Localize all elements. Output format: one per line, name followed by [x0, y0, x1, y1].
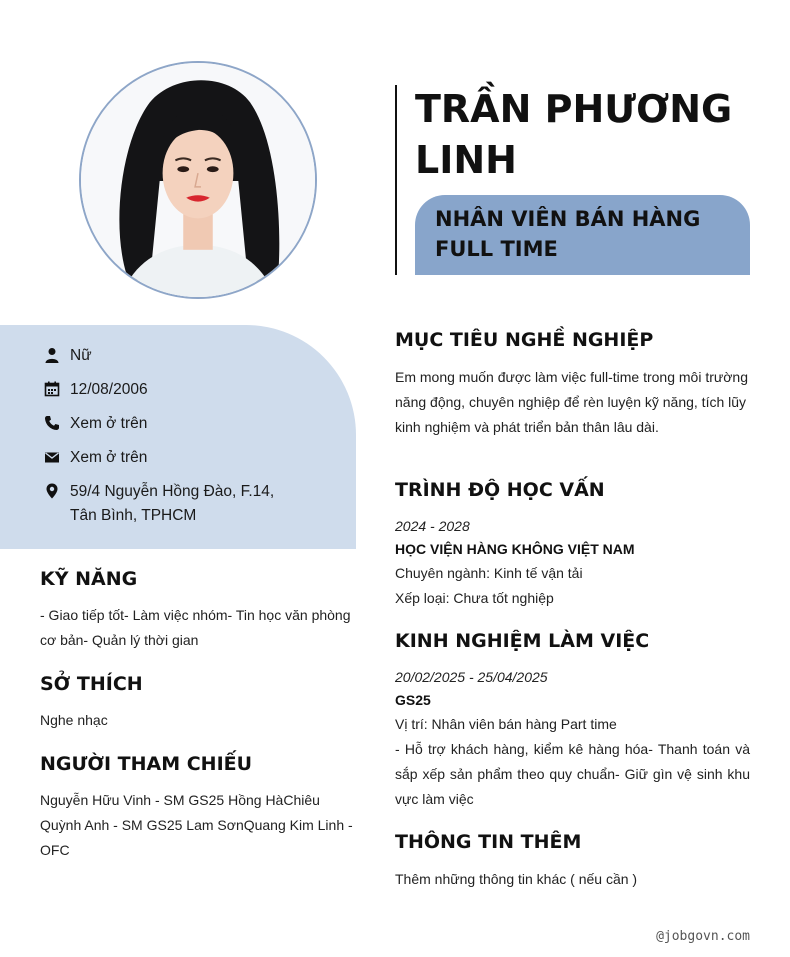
birthdate-value: 12/08/2006	[70, 381, 148, 398]
references-heading: NGƯỜI THAM CHIẾU	[40, 753, 253, 775]
education-period: 2024 - 2028	[395, 518, 470, 534]
hobbies-heading: SỞ THÍCH	[40, 673, 143, 695]
experience-company: GS25	[395, 692, 431, 708]
mail-icon	[44, 448, 60, 466]
extra-info-heading: THÔNG TIN THÊM	[395, 831, 582, 853]
watermark: @jobgovn.com	[656, 929, 750, 944]
experience-heading: KINH NGHIỆM LÀM VIỆC	[395, 630, 650, 652]
experience-duties: - Hỗ trợ khách hàng, kiểm kê hàng hóa- Thanh toán và sắp xếp sản phẩm theo quy chuẩn- Giữ gìn vệ sinh khu vực làm việc	[395, 741, 750, 807]
gender-value: Nữ	[70, 347, 92, 364]
location-pin-icon	[44, 482, 60, 500]
phone-value: Xem ở trên	[70, 415, 148, 432]
info-birthdate	[44, 378, 148, 402]
address-line2: Tân Bình, TPHCM	[70, 507, 197, 524]
info-phone	[44, 412, 147, 436]
education-major: Chuyên ngành: Kinh tế vận tải	[395, 565, 583, 581]
info-email	[44, 446, 147, 470]
experience-period: 20/02/2025 - 25/04/2025	[395, 669, 548, 685]
objective-heading: MỤC TIÊU NGHỀ NGHIỆP	[395, 329, 654, 351]
references-text: Nguyễn Hữu Vinh - SM GS25 Hồng HàChiêu Quỳnh Anh - SM GS25 Lam SơnQuang Kim Linh - OFC	[40, 792, 353, 858]
calendar-icon	[44, 380, 60, 398]
job-title-badge	[415, 195, 750, 275]
address-line1: 59/4 Nguyễn Hồng Đào, F.14,	[70, 483, 275, 500]
hobbies-text: Nghe nhạc	[40, 712, 108, 728]
education-grade: Xếp loại: Chưa tốt nghiệp	[395, 590, 554, 606]
job-title-line2: FULL TIME	[435, 237, 558, 261]
skills-text: - Giao tiếp tốt- Làm việc nhóm- Tin học văn phòng cơ bản- Quản lý thời gian	[40, 607, 351, 648]
education-heading: TRÌNH ĐỘ HỌC VẤN	[395, 479, 605, 501]
extra-info-text: Thêm những thông tin khác ( nếu cần )	[395, 871, 638, 887]
portrait-illustration	[81, 63, 315, 297]
info-gender	[44, 344, 92, 368]
info-address	[44, 480, 274, 528]
address-value	[70, 480, 274, 528]
phone-icon	[44, 414, 60, 432]
experience-role: Vị trí: Nhân viên bán hàng Part time	[395, 716, 617, 732]
education-school: HỌC VIỆN HÀNG KHÔNG VIỆT NAM	[395, 541, 635, 557]
objective-text: Em mong muốn được làm việc full-time trong môi trường năng động, chuyên nghiệp để rèn luyện kỹ năng, tích lũy kinh nghiệm và phát triển bản thân lâu dài.	[395, 369, 748, 435]
person-icon	[44, 346, 60, 364]
candidate-name: TRẦN PHƯƠNG LINH	[415, 87, 733, 182]
job-title-line1: NHÂN VIÊN BÁN HÀNG	[435, 207, 701, 231]
name-accent-bar	[395, 85, 397, 275]
profile-photo	[79, 61, 317, 299]
email-value: Xem ở trên	[70, 449, 148, 466]
skills-heading: KỸ NĂNG	[40, 568, 138, 590]
